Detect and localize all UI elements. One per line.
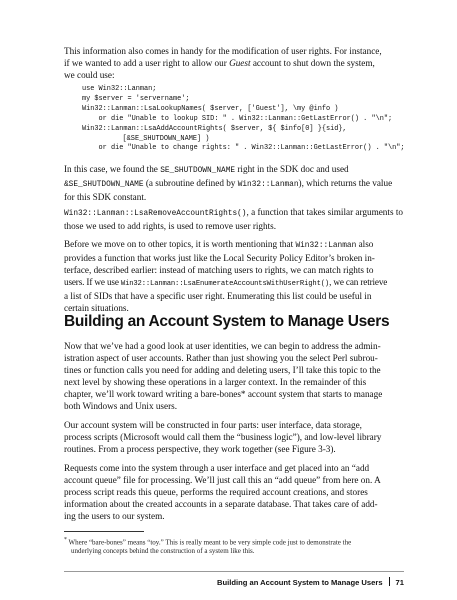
paragraph-line: next level by showing these operations in a larger context. In the remainder of this (64, 377, 367, 388)
inline-code: &SE_SHUTDOWN_NAME (64, 181, 144, 190)
text-run: terface, described earlier: instead of matching users to rights, we can match rights to (64, 265, 374, 276)
text-run: (a subroutine defined by (143, 178, 238, 189)
paragraph-line: process scripts (Microsoft would call them the “business logic”), and low-level library (64, 432, 382, 443)
requests-paragraph (64, 462, 404, 522)
shutdown-paragraph (64, 163, 404, 203)
text-run: also (356, 239, 374, 249)
code-line: Win32::Lanman::LsaAddAccountRights( $server, ${ $info[0] }{sid}, (82, 124, 347, 133)
intro-accounts-paragraph (64, 340, 404, 413)
paragraph-line: Requests come into the system through a user interface and get placed into an “add (64, 463, 370, 473)
section-heading: Building an Account System to Manage Users (64, 313, 390, 330)
intro-line-1: This information also comes in handy for the modification of user rights. For instance, (64, 46, 382, 56)
intro-line-3: we could use: (64, 70, 115, 81)
section-heading-wrap (64, 313, 404, 331)
footnote-line-2: underlying concepts behind the construction of a system like this. (71, 547, 255, 556)
intro-paragraph (64, 45, 404, 81)
paragraph-line: istration aspect of user accounts. Rather than just showing you the select Perl subrou- (64, 353, 378, 364)
code-line: Win32::Lanman::LsaLookupNames( $server, ['Guest'], \my @info ) (82, 104, 339, 113)
footer-section-title: Building an Account System to Manage Users (217, 578, 383, 587)
text-run: a list of SIDs that have a specific user right. Enumerating this list could be useful in (64, 291, 372, 302)
inline-code: Win32::Lanman (237, 181, 299, 190)
text-run: users. If we use (64, 277, 121, 288)
intro-line-2a: if we wanted to add a user right to allow our (64, 58, 230, 69)
remove-rights-paragraph (64, 206, 404, 232)
inline-code: Win32::Lanman::LsaEnumerateAccountsWithUserRight() (120, 280, 330, 289)
paragraph-line: Our account system will be constructed in four parts: user interface, data storage, (64, 420, 362, 430)
text-run: right in the SDK doc and used (235, 164, 349, 174)
footer-separator (389, 577, 390, 586)
inline-code: Win32::Lanman::LsaRemoveAccountRights() (64, 210, 247, 218)
code-line: or die "Unable to lookup SID: " . Win32::Lanman::GetLastError() . "\n"; (82, 114, 393, 123)
code-block (64, 85, 404, 154)
text-run: ), which returns the value (298, 178, 393, 189)
paragraph-line: ing the users to our system. (64, 511, 165, 522)
text-run: , a function that takes similar arguments to (246, 207, 403, 217)
inline-code: SE_SHUTDOWN_NAME (160, 167, 236, 175)
text-run: provides a function that works just like the Local Security Policy Editor’s broken in- (64, 253, 375, 264)
page-number: 71 (395, 578, 404, 587)
text-run: for this SDK constant. (64, 192, 147, 203)
paragraph-line: Now that we’ve had a good look at user identities, we can begin to address the admin- (64, 341, 381, 351)
paragraph-line: tines or function calls you need for adding and deleting users, I’ll take this topic to the (64, 365, 381, 376)
paragraph-line: process script reads this queue, performs the required account creations, and stores (64, 487, 368, 498)
intro-line-2b: account to shut down the system, (250, 58, 375, 69)
code-line: [&SE_SHUTDOWN_NAME] ) (106, 134, 210, 143)
paragraph-line: information about the created accounts in a separate database. That takes care of add- (64, 499, 378, 510)
footnote (64, 536, 404, 556)
text-run: , we can retrieve (329, 277, 388, 288)
guest-emphasis: Guest (229, 58, 251, 69)
four-parts-paragraph (64, 419, 404, 455)
footer-rule (64, 571, 404, 572)
text-run: In this case, we found the (64, 164, 161, 174)
paragraph-line: both Windows and Unix users. (64, 401, 178, 412)
footnote-mark: * (64, 537, 67, 543)
page-footer (217, 577, 404, 587)
text-run: those we used to add rights, is used to remove user rights. (64, 221, 277, 232)
paragraph-line: account queue” file for processing. We’ll just call this an “add queue” from here on. A (64, 475, 381, 486)
code-line: use Win32::Lanman; (82, 85, 157, 93)
enumerate-paragraph (64, 238, 404, 315)
text-run: Before we move on to other topics, it is worth mentioning that (64, 239, 296, 249)
code-line: my $server = 'servername'; (82, 94, 190, 103)
text-run: certain situations. (64, 303, 129, 314)
paragraph-line: chapter, we’ll work toward writing a bare-bones* account system that starts to manage (64, 389, 383, 400)
paragraph-line: routines. From a process perspective, they work together (see Figure 3-3). (64, 444, 336, 455)
footnote-line-1: Where “bare-bones” means “toy.” This is really meant to be very simple code just to demonstrate the (68, 538, 352, 547)
code-line: or die "Unable to change rights: " . Win32::Lanman::GetLastError() . "\n"; (82, 144, 405, 153)
inline-code: Win32::Lanman (295, 242, 357, 250)
footnote-rule (64, 531, 144, 532)
